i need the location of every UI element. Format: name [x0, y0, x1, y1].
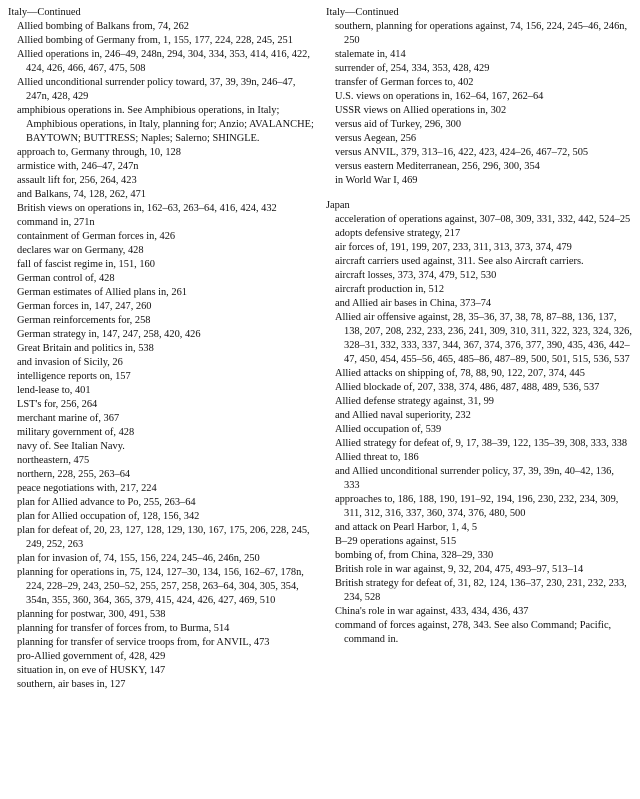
index-entry: and Balkans, 74, 128, 262, 471 [17, 189, 147, 200]
index-entry: German estimates of Allied plans in, 261 [17, 287, 187, 298]
index-entry: LST's for, 256, 264 [17, 399, 98, 410]
index-entry: B–29 operations against, 515 [335, 536, 457, 547]
index-entry: situation in, on eve of HUSKY, 147 [17, 665, 166, 676]
index-entry: versus Aegean, 256 [335, 133, 417, 144]
index-entry: versus ANVIL, 379, 313–16, 422, 423, 424–26, 467–72, 505 [335, 147, 589, 158]
index-entry: German forces in, 147, 247, 260 [17, 301, 152, 312]
index-entry: Great Britain and politics in, 538 [17, 343, 154, 354]
index-entry: amphibious operations in. See Amphibious operations, in Italy; Amphibious operations, in Italy, planning for; Anzio; AVALANCHE; BAYTOWN; BUTTRESS; Naples; Salerno; SHINGLE. [17, 105, 314, 144]
index-entry: command of forces against, 278, 343. See also Command; Pacific, command in. [335, 620, 612, 645]
index-entry: navy of. See Italian Navy. [17, 441, 125, 452]
index-entry: Allied bombing of Germany from, 1, 155, 177, 224, 228, 245, 251 [17, 35, 293, 46]
index-entry: German strategy in, 147, 247, 258, 420, 426 [17, 329, 201, 340]
index-entry: USSR views on Allied operations in, 302 [335, 105, 507, 116]
index-entry: plan for defeat of, 20, 23, 127, 128, 129, 130, 167, 175, 206, 228, 245, 249, 252, 263 [17, 525, 310, 550]
index-entry: fall of fascist regime in, 151, 160 [17, 259, 155, 270]
index-entry: U.S. views on operations in, 162–64, 167, 262–64 [335, 91, 544, 102]
index-entry: pro-Allied government of, 428, 429 [17, 651, 166, 662]
index-entry: British strategy for defeat of, 31, 82, 124, 136–37, 230, 231, 232, 233, 234, 528 [335, 578, 627, 603]
index-entry: planning for operations in, 75, 124, 127–30, 134, 156, 162–67, 178n, 224, 228–29, 243, 250–52, 255, 257, 258, 263–64, 304, 305, 354, 354n, 355, 360, 364, 365, 379, 415, 424, 426, 427, 469, 510 [17, 567, 304, 606]
index-entry: transfer of German forces to, 402 [335, 77, 474, 88]
index-entry: Allied bombing of Balkans from, 74, 262 [17, 21, 190, 32]
index-entry: aircraft production in, 512 [335, 284, 445, 295]
index-entry: armistice with, 246–47, 247n [17, 161, 139, 172]
index-entry: assault lift for, 256, 264, 423 [17, 175, 137, 186]
index-entry: plan for Allied advance to Po, 255, 263–64 [17, 497, 196, 508]
index-entry: command in, 271n [17, 217, 95, 228]
index-entry: peace negotiations with, 217, 224 [17, 483, 157, 494]
index-entry: merchant marine of, 367 [17, 413, 120, 424]
index-entry: containment of German forces in, 426 [17, 231, 176, 242]
index-entry: and invasion of Sicily, 26 [17, 357, 123, 368]
index-entry: and Allied unconditional surrender policy, 37, 39, 39n, 40–42, 136, 333 [335, 466, 614, 491]
entry-list [326, 20, 632, 188]
index-entry: aircraft carriers used against, 311. See also Aircraft carriers. [335, 256, 584, 267]
main-heading: Japan [326, 200, 350, 211]
index-entry: stalemate in, 414 [335, 49, 406, 60]
index-entry: lend-lease to, 401 [17, 385, 91, 396]
index-entry: Allied operations in, 246–49, 248n, 294, 304, 334, 353, 414, 416, 422, 424, 426, 466, 467, 475, 508 [17, 49, 310, 74]
index-entry: planning for postwar, 300, 491, 538 [17, 609, 166, 620]
entry-list [326, 213, 632, 647]
index-entry: and attack on Pearl Harbor, 1, 4, 5 [335, 522, 478, 533]
column-header: Italy—Continued [8, 7, 81, 18]
index-entry: southern, air bases in, 127 [17, 679, 126, 690]
index-entry: British views on operations in, 162–63, 263–64, 416, 424, 432 [17, 203, 277, 214]
index-entry: and Allied air bases in China, 373–74 [335, 298, 492, 309]
section-gap [326, 188, 632, 199]
index-entry: Allied unconditional surrender policy toward, 37, 39, 39n, 246–47, 247n, 428, 429 [17, 77, 296, 102]
index-entry: Allied attacks on shipping of, 78, 88, 90, 122, 207, 374, 445 [335, 368, 585, 379]
index-entry: air forces of, 191, 199, 207, 233, 311, 313, 373, 374, 479 [335, 242, 572, 253]
index-entry: British role in war against, 9, 32, 204, 475, 493–97, 513–14 [335, 564, 584, 575]
index-entry: adopts defensive strategy, 217 [335, 228, 461, 239]
index-entry: bombing of, from China, 328–29, 330 [335, 550, 494, 561]
index-entry: declares war on Germany, 428 [17, 245, 144, 256]
index-entry: versus aid of Turkey, 296, 300 [335, 119, 462, 130]
index-entry: in World War I, 469 [335, 175, 418, 186]
index-entry: aircraft losses, 373, 374, 479, 512, 530 [335, 270, 497, 281]
index-entry: surrender of, 254, 334, 353, 428, 429 [335, 63, 490, 74]
index-entry: approaches to, 186, 188, 190, 191–92, 194, 196, 230, 232, 234, 309, 311, 312, 316, 337, 360, 374, 376, 480, 500 [335, 494, 619, 519]
index-entry: southern, planning for operations against, 74, 156, 224, 245–46, 246n, 250 [335, 21, 628, 46]
index-entry: versus eastern Mediterranean, 256, 296, 300, 354 [335, 161, 540, 172]
index-entry: Allied occupation of, 539 [335, 424, 442, 435]
index-entry: Allied strategy for defeat of, 9, 17, 38–39, 122, 135–39, 308, 333, 338 [335, 438, 628, 449]
index-entry: Allied threat to, 186 [335, 452, 419, 463]
index-entry: plan for invasion of, 74, 155, 156, 224, 245–46, 246n, 250 [17, 553, 260, 564]
index-entry: Allied blockade of, 207, 338, 374, 486, 487, 488, 489, 536, 537 [335, 382, 600, 393]
index-entry: northern, 228, 255, 263–64 [17, 469, 131, 480]
index-entry: approach to, Germany through, 10, 128 [17, 147, 181, 158]
index-entry: planning for transfer of service troops from, for ANVIL, 473 [17, 637, 270, 648]
index-entry: and Allied naval superiority, 232 [335, 410, 471, 421]
index-entry: acceleration of operations against, 307–08, 309, 331, 332, 442, 524–25 [335, 214, 631, 225]
index-entry: planning for transfer of forces from, to Burma, 514 [17, 623, 230, 634]
index-entry: intelligence reports on, 157 [17, 371, 131, 382]
index-entry: Allied air offensive against, 28, 35–36, 37, 38, 78, 87–88, 136, 137, 138, 207, 208, 232, 233, 236, 241, 309, 310, 311, 322, 323, 324, 326, 328–31, 332, 333, 337, 344, 367, 374, 376, 377, 390, 435, 436, 442–47, 450, 454, 455–56, 465, 485–86, 487–89, 500, 501, 515, 536, 537 [335, 312, 632, 365]
column-header: Italy—Continued [326, 7, 399, 18]
index-entry: northeastern, 475 [17, 455, 90, 466]
index-entry: German control of, 428 [17, 273, 115, 284]
index-entry: plan for Allied occupation of, 128, 156, 342 [17, 511, 200, 522]
index-entry: German reinforcements for, 258 [17, 315, 151, 326]
entry-list [8, 20, 314, 692]
index-entry: China's role in war against, 433, 434, 436, 437 [335, 606, 529, 617]
index-entry: military government of, 428 [17, 427, 135, 438]
index-entry: Allied defense strategy against, 31, 99 [335, 396, 494, 407]
right-column [326, 6, 632, 647]
left-column [8, 6, 314, 692]
